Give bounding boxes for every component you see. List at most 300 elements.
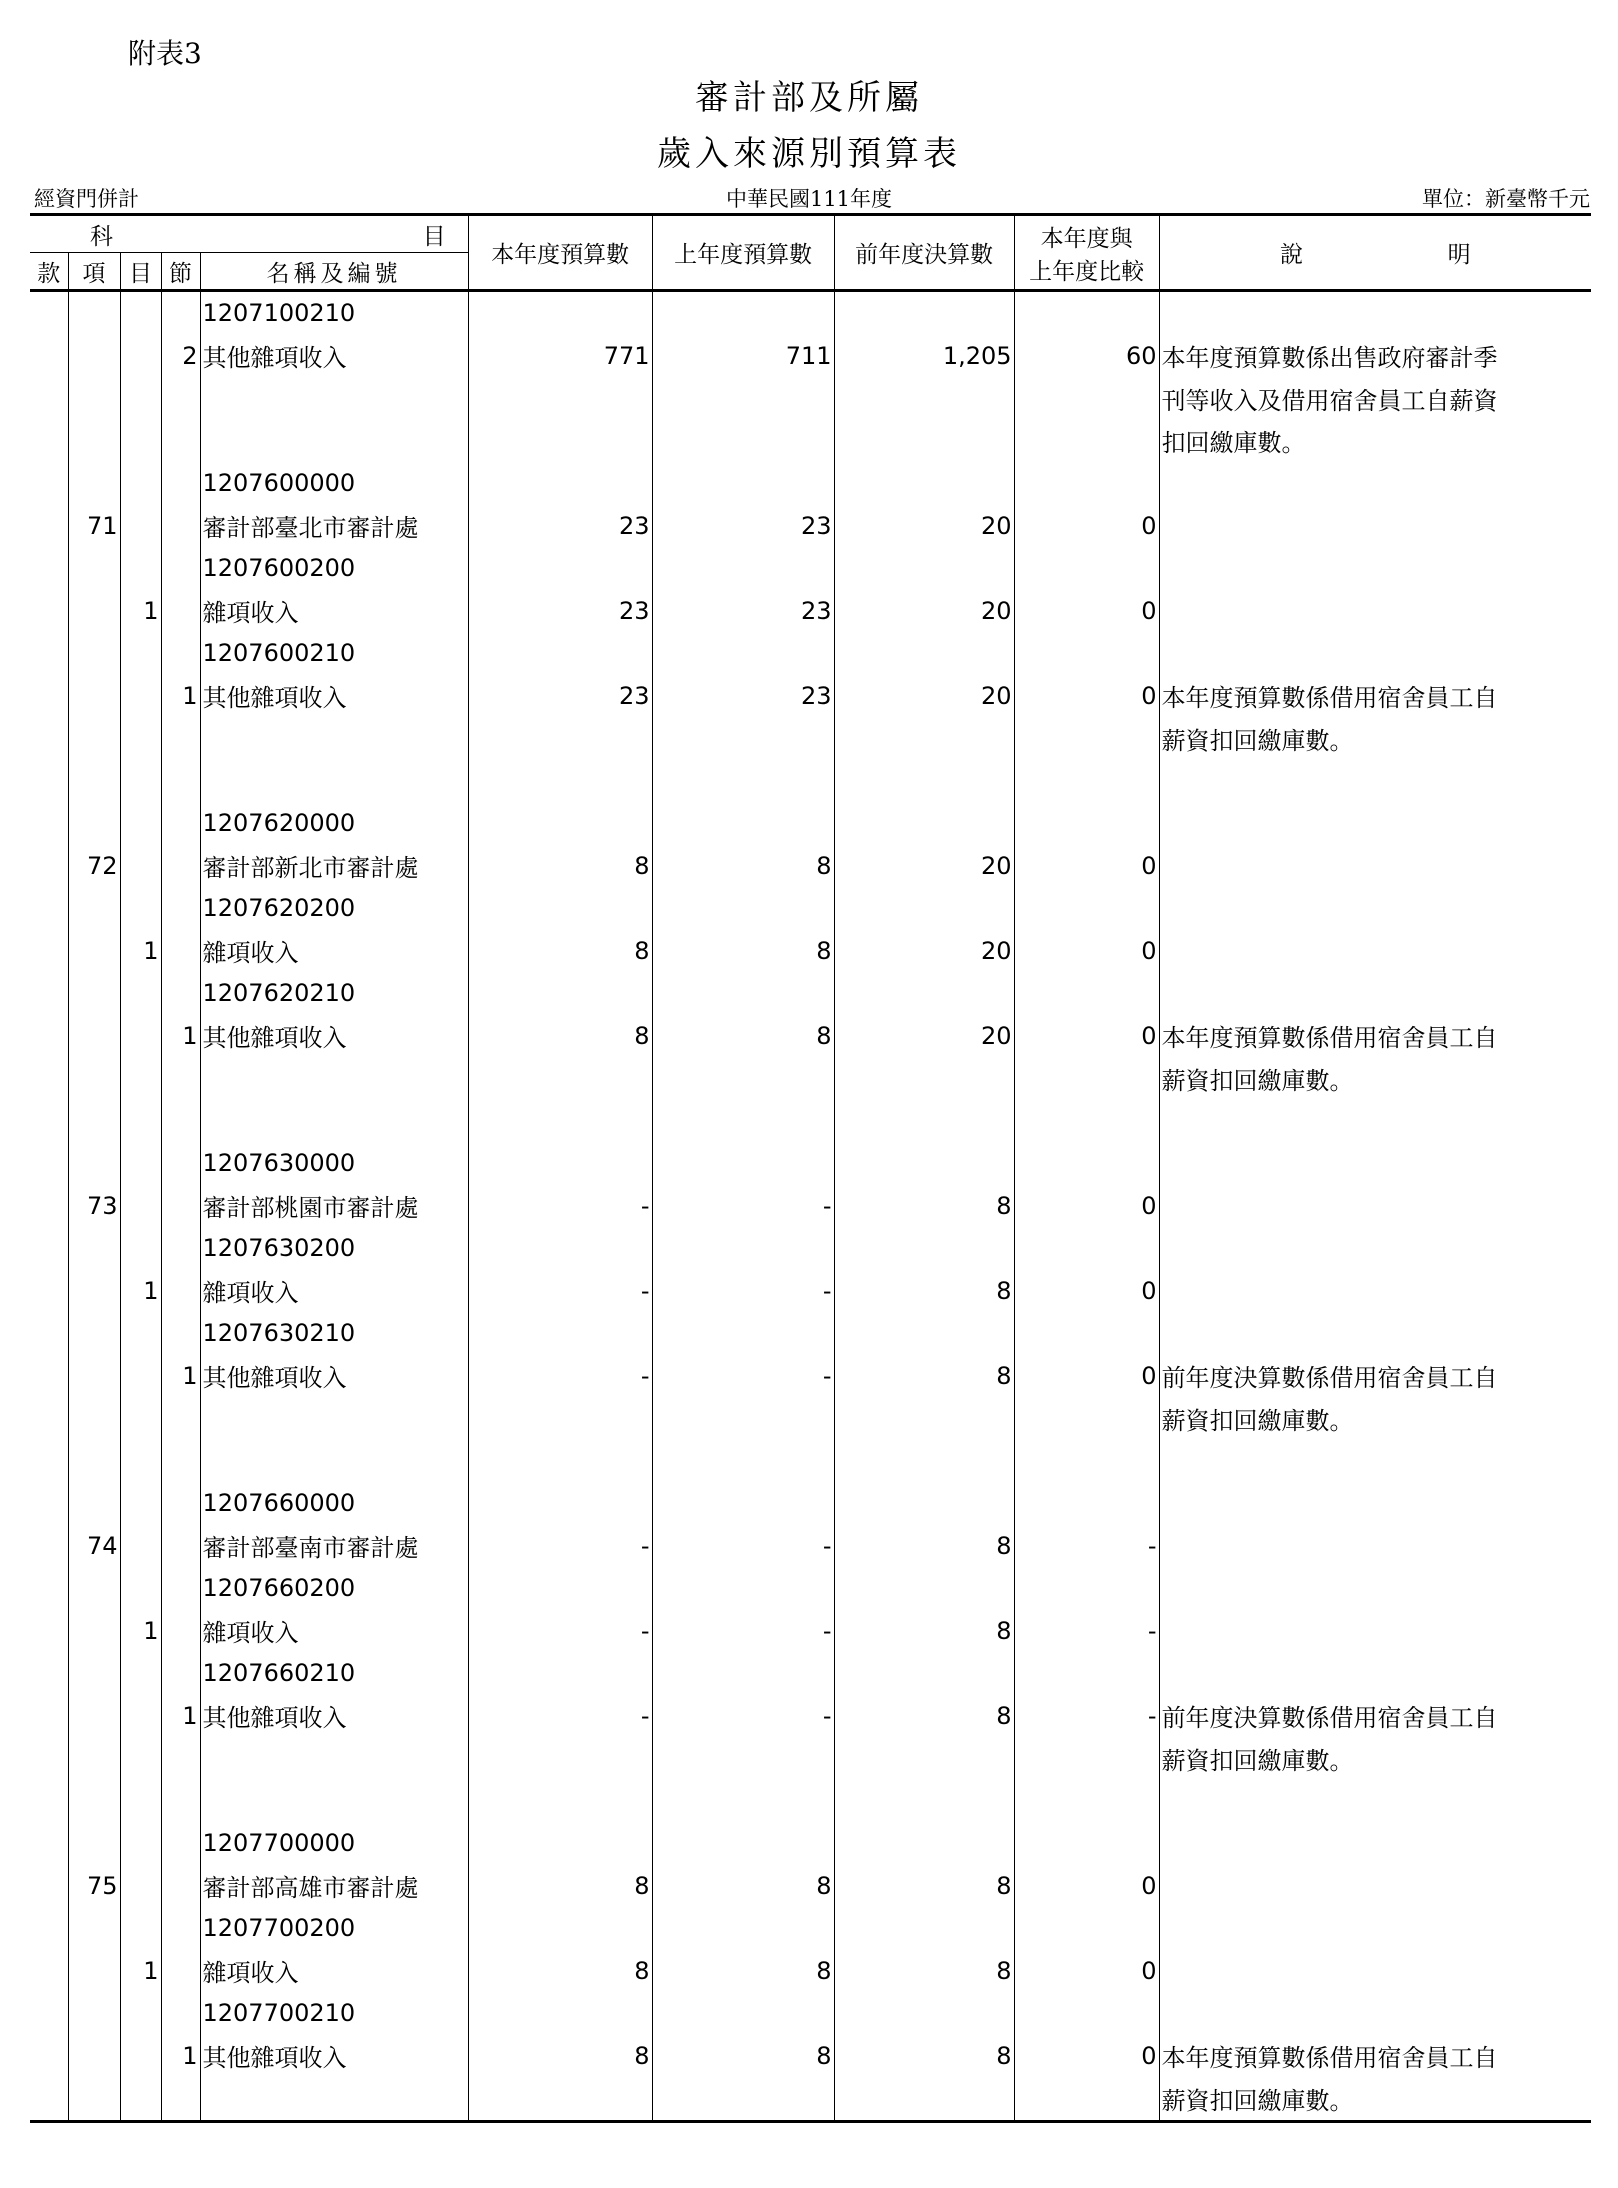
comparison-cell: 0	[1014, 930, 1159, 973]
previous-budget-cell: -	[652, 1695, 834, 1738]
mu-cell	[120, 1227, 161, 1270]
mu-cell	[120, 845, 161, 888]
previous-budget-cell	[652, 972, 834, 1015]
budget-table	[30, 213, 1591, 2123]
prior-final-cell	[834, 802, 1014, 845]
comparison-cell	[1014, 760, 1159, 803]
comparison-cell	[1014, 2077, 1159, 2121]
jie-cell	[161, 1270, 200, 1313]
remark-cell	[1159, 505, 1591, 548]
kuan-cell	[30, 1695, 68, 1738]
xiang-cell: 75	[68, 1865, 120, 1908]
mu-cell	[120, 1142, 161, 1185]
table-row	[30, 1950, 1591, 1993]
remark-cell	[1159, 291, 1591, 335]
prior-final-cell: 20	[834, 1015, 1014, 1058]
xiang-cell	[68, 462, 120, 505]
table-row	[30, 717, 1591, 760]
name-cell: 1207600210	[200, 632, 468, 675]
jie-cell: 1	[161, 2035, 200, 2078]
name-cell	[200, 2077, 468, 2121]
current-budget-cell	[468, 1482, 652, 1525]
table-row	[30, 760, 1591, 803]
prior-final-cell	[834, 1227, 1014, 1270]
remark-cell: 本年度預算數係借用宿舍員工自	[1159, 2035, 1591, 2078]
name-cell: 1207600200	[200, 547, 468, 590]
name-cell: 其他雜項收入	[200, 1695, 468, 1738]
kuan-cell	[30, 675, 68, 718]
remark-cell	[1159, 1482, 1591, 1525]
mu-cell	[120, 1822, 161, 1865]
table-row	[30, 547, 1591, 590]
current-budget-cell: 8	[468, 1865, 652, 1908]
prior-final-cell	[834, 1907, 1014, 1950]
mu-cell: 1	[120, 1950, 161, 1993]
name-cell: 審計部新北市審計處	[200, 845, 468, 888]
current-budget-cell	[468, 1822, 652, 1865]
xiang-cell	[68, 1440, 120, 1483]
mu-header: 目	[120, 253, 161, 291]
kuan-cell	[30, 335, 68, 378]
comparison-cell	[1014, 1227, 1159, 1270]
remark-cell	[1159, 760, 1591, 803]
remark-header	[1159, 215, 1591, 291]
current-budget-cell: -	[468, 1185, 652, 1228]
comparison-cell: 0	[1014, 1015, 1159, 1058]
prior-final-cell	[834, 1100, 1014, 1143]
xiang-cell	[68, 717, 120, 760]
remark-header-left: 說	[1280, 242, 1303, 268]
xiang-cell	[68, 972, 120, 1015]
prior-final-cell: 8	[834, 1695, 1014, 1738]
comparison-cell	[1014, 547, 1159, 590]
jie-cell	[161, 1142, 200, 1185]
mu-cell	[120, 1482, 161, 1525]
jie-cell	[161, 1185, 200, 1228]
previous-budget-cell: 8	[652, 2035, 834, 2078]
mu-cell	[120, 1567, 161, 1610]
xiang-cell	[68, 420, 120, 463]
table-row	[30, 1270, 1591, 1313]
comparison-cell	[1014, 802, 1159, 845]
prior-final-cell	[834, 972, 1014, 1015]
xiang-cell	[68, 1355, 120, 1398]
previous-budget-cell	[652, 1482, 834, 1525]
prior-final-cell	[834, 1822, 1014, 1865]
jie-cell: 1	[161, 675, 200, 718]
comparison-cell	[1014, 1100, 1159, 1143]
table-row	[30, 1482, 1591, 1525]
kuan-cell	[30, 1057, 68, 1100]
table-row	[30, 632, 1591, 675]
prior-final-cell	[834, 547, 1014, 590]
current-budget-cell	[468, 717, 652, 760]
prior-final-cell	[834, 1142, 1014, 1185]
mu-cell	[120, 2077, 161, 2121]
comparison-cell	[1014, 1907, 1159, 1950]
remark-cell	[1159, 1227, 1591, 1270]
mu-cell	[120, 462, 161, 505]
remark-cell	[1159, 1270, 1591, 1313]
prior-final-cell: 1,205	[834, 335, 1014, 378]
table-row	[30, 1737, 1591, 1780]
table-row	[30, 1440, 1591, 1483]
previous-budget-cell	[652, 547, 834, 590]
mu-cell	[120, 675, 161, 718]
prior-final-cell: 20	[834, 675, 1014, 718]
prior-final-cell: 20	[834, 590, 1014, 633]
remark-cell	[1159, 1992, 1591, 2035]
current-budget-cell	[468, 2077, 652, 2121]
previous-budget-cell	[652, 1312, 834, 1355]
prior-final-cell: 20	[834, 505, 1014, 548]
name-cell: 1207660210	[200, 1652, 468, 1695]
remark-cell: 薪資扣回繳庫數。	[1159, 1397, 1591, 1440]
remark-cell: 本年度預算數係借用宿舍員工自	[1159, 675, 1591, 718]
previous-budget-cell: 8	[652, 845, 834, 888]
xiang-cell: 74	[68, 1525, 120, 1568]
remark-cell: 前年度決算數係借用宿舍員工自	[1159, 1695, 1591, 1738]
table-header	[30, 215, 1591, 291]
prior-final-cell	[834, 1567, 1014, 1610]
remark-cell: 薪資扣回繳庫數。	[1159, 717, 1591, 760]
table-row	[30, 1865, 1591, 1908]
kuan-cell	[30, 1142, 68, 1185]
previous-budget-cell	[652, 887, 834, 930]
previous-budget-cell: 23	[652, 505, 834, 548]
name-cell: 雜項收入	[200, 930, 468, 973]
remark-cell: 本年度預算數係借用宿舍員工自	[1159, 1015, 1591, 1058]
kuan-cell	[30, 1737, 68, 1780]
prior-final-cell: 8	[834, 1865, 1014, 1908]
xiang-cell	[68, 802, 120, 845]
mu-cell: 1	[120, 930, 161, 973]
table-row	[30, 930, 1591, 973]
remark-cell	[1159, 462, 1591, 505]
table-row	[30, 1227, 1591, 1270]
xiang-cell	[68, 1270, 120, 1313]
previous-budget-cell: 8	[652, 1015, 834, 1058]
subject-header-right: 目	[422, 223, 446, 250]
table-body	[30, 291, 1591, 2122]
current-budget-cell: 8	[468, 2035, 652, 2078]
jie-cell	[161, 1950, 200, 1993]
jie-cell	[161, 1100, 200, 1143]
comparison-cell	[1014, 1780, 1159, 1823]
jie-cell	[161, 760, 200, 803]
subject-header-left: 科	[90, 223, 113, 250]
previous-budget-cell: -	[652, 1185, 834, 1228]
mu-cell	[120, 420, 161, 463]
table-row	[30, 1355, 1591, 1398]
jie-cell	[161, 291, 200, 335]
kuan-cell	[30, 1397, 68, 1440]
comparison-cell: -	[1014, 1610, 1159, 1653]
name-cell: 1207660000	[200, 1482, 468, 1525]
current-budget-cell: 8	[468, 1950, 652, 1993]
name-cell	[200, 1100, 468, 1143]
prior-final-cell	[834, 1992, 1014, 2035]
kuan-cell	[30, 590, 68, 633]
jie-cell	[161, 930, 200, 973]
comparison-header	[1014, 215, 1159, 291]
current-budget-header: 本年度預算數	[468, 215, 652, 291]
mu-cell	[120, 1695, 161, 1738]
current-budget-cell: 23	[468, 505, 652, 548]
name-cell	[200, 717, 468, 760]
remark-cell	[1159, 1185, 1591, 1228]
table-row	[30, 420, 1591, 463]
mu-cell	[120, 887, 161, 930]
current-budget-cell: 771	[468, 335, 652, 378]
comparison-cell	[1014, 1482, 1159, 1525]
previous-budget-cell: -	[652, 1270, 834, 1313]
name-cell: 1207600000	[200, 462, 468, 505]
kuan-cell	[30, 1652, 68, 1695]
prior-final-cell	[834, 1057, 1014, 1100]
remark-cell	[1159, 1907, 1591, 1950]
current-budget-cell: -	[468, 1525, 652, 1568]
previous-budget-cell: 23	[652, 675, 834, 718]
remark-cell	[1159, 1142, 1591, 1185]
previous-budget-cell	[652, 462, 834, 505]
table-row	[30, 1992, 1591, 2035]
name-cell	[200, 1397, 468, 1440]
previous-budget-header: 上年度預算數	[652, 215, 834, 291]
jie-cell	[161, 1227, 200, 1270]
remark-cell	[1159, 1780, 1591, 1823]
mu-cell	[120, 2035, 161, 2078]
remark-cell	[1159, 632, 1591, 675]
xiang-cell	[68, 675, 120, 718]
kuan-cell	[30, 1270, 68, 1313]
remark-cell: 薪資扣回繳庫數。	[1159, 1057, 1591, 1100]
xiang-cell	[68, 1950, 120, 1993]
current-budget-cell: 8	[468, 1015, 652, 1058]
prior-final-cell: 20	[834, 930, 1014, 973]
table-row	[30, 335, 1591, 378]
table-row	[30, 887, 1591, 930]
name-cell: 雜項收入	[200, 590, 468, 633]
kuan-cell	[30, 420, 68, 463]
jie-cell	[161, 1397, 200, 1440]
name-cell	[200, 1780, 468, 1823]
name-cell	[200, 760, 468, 803]
xiang-cell	[68, 887, 120, 930]
remark-cell	[1159, 1100, 1591, 1143]
remark-cell: 扣回繳庫數。	[1159, 420, 1591, 463]
remark-cell	[1159, 590, 1591, 633]
remark-cell	[1159, 547, 1591, 590]
xiang-cell: 73	[68, 1185, 120, 1228]
prior-final-cell	[834, 1312, 1014, 1355]
name-cell: 1207700000	[200, 1822, 468, 1865]
current-budget-cell	[468, 1992, 652, 2035]
comparison-cell	[1014, 377, 1159, 420]
table-row	[30, 675, 1591, 718]
xiang-cell: 71	[68, 505, 120, 548]
previous-budget-cell	[652, 1992, 834, 2035]
remark-cell	[1159, 1610, 1591, 1653]
current-budget-cell	[468, 1227, 652, 1270]
mu-cell	[120, 547, 161, 590]
table-row	[30, 2035, 1591, 2078]
xiang-cell	[68, 760, 120, 803]
name-cell: 審計部桃園市審計處	[200, 1185, 468, 1228]
jie-cell	[161, 1610, 200, 1653]
name-cell: 1207630210	[200, 1312, 468, 1355]
remark-cell: 薪資扣回繳庫數。	[1159, 1737, 1591, 1780]
xiang-cell	[68, 2035, 120, 2078]
current-budget-cell: -	[468, 1610, 652, 1653]
jie-cell	[161, 1440, 200, 1483]
previous-budget-cell	[652, 1100, 834, 1143]
jie-cell	[161, 1312, 200, 1355]
table-row	[30, 1610, 1591, 1653]
current-budget-cell	[468, 972, 652, 1015]
xiang-cell	[68, 1780, 120, 1823]
table-row	[30, 505, 1591, 548]
name-cell: 雜項收入	[200, 1270, 468, 1313]
jie-cell	[161, 802, 200, 845]
name-cell	[200, 420, 468, 463]
comparison-cell: -	[1014, 1525, 1159, 1568]
comparison-header-line2: 上年度比較	[1029, 258, 1145, 285]
name-cell: 1207620000	[200, 802, 468, 845]
xiang-cell	[68, 1015, 120, 1058]
jie-cell	[161, 547, 200, 590]
xiang-cell	[68, 930, 120, 973]
comparison-cell: 0	[1014, 1270, 1159, 1313]
remark-cell: 本年度預算數係出售政府審計季	[1159, 335, 1591, 378]
table-row	[30, 1907, 1591, 1950]
kuan-header: 款	[30, 253, 68, 291]
remark-cell	[1159, 887, 1591, 930]
prior-final-cell: 8	[834, 1610, 1014, 1653]
kuan-cell	[30, 887, 68, 930]
mu-cell	[120, 1865, 161, 1908]
xiang-cell	[68, 1227, 120, 1270]
previous-budget-cell	[652, 1057, 834, 1100]
comparison-cell	[1014, 462, 1159, 505]
mu-cell	[120, 291, 161, 335]
remark-cell	[1159, 972, 1591, 1015]
appendix-label: 附表3	[128, 37, 202, 70]
current-budget-cell: -	[468, 1270, 652, 1313]
name-cell	[200, 1737, 468, 1780]
remark-cell	[1159, 1865, 1591, 1908]
jie-cell	[161, 717, 200, 760]
table-row	[30, 1142, 1591, 1185]
name-cell: 其他雜項收入	[200, 1355, 468, 1398]
kuan-cell	[30, 1312, 68, 1355]
kuan-cell	[30, 1440, 68, 1483]
previous-budget-cell	[652, 377, 834, 420]
comparison-cell	[1014, 887, 1159, 930]
current-budget-cell: -	[468, 1695, 652, 1738]
prior-final-cell: 8	[834, 1185, 1014, 1228]
kuan-cell	[30, 1610, 68, 1653]
current-budget-cell	[468, 291, 652, 335]
remark-cell	[1159, 1652, 1591, 1695]
mu-cell	[120, 1440, 161, 1483]
jie-cell: 2	[161, 335, 200, 378]
previous-budget-cell	[652, 760, 834, 803]
jie-cell: 1	[161, 1695, 200, 1738]
table-row	[30, 802, 1591, 845]
table-row	[30, 1015, 1591, 1058]
mu-cell	[120, 1312, 161, 1355]
remark-cell	[1159, 845, 1591, 888]
prior-final-cell	[834, 1652, 1014, 1695]
page-title: 審計部及所屬	[695, 78, 923, 118]
name-cell: 其他雜項收入	[200, 2035, 468, 2078]
comparison-cell	[1014, 1992, 1159, 2035]
kuan-cell	[30, 1185, 68, 1228]
comparison-cell	[1014, 1397, 1159, 1440]
xiang-cell	[68, 291, 120, 335]
current-budget-cell	[468, 760, 652, 803]
name-cell: 雜項收入	[200, 1950, 468, 1993]
xiang-header: 項	[68, 253, 120, 291]
mu-cell	[120, 1015, 161, 1058]
jie-cell	[161, 2077, 200, 2121]
comparison-cell: 60	[1014, 335, 1159, 378]
jie-cell	[161, 1992, 200, 2035]
current-budget-cell	[468, 1652, 652, 1695]
previous-budget-cell	[652, 802, 834, 845]
remark-cell	[1159, 1950, 1591, 1993]
previous-budget-cell	[652, 717, 834, 760]
kuan-cell	[30, 505, 68, 548]
xiang-cell	[68, 1737, 120, 1780]
xiang-cell	[68, 2077, 120, 2121]
comparison-cell: 0	[1014, 1185, 1159, 1228]
table-row	[30, 1822, 1591, 1865]
comparison-header-line1: 本年度與	[1040, 225, 1133, 252]
comparison-cell: 0	[1014, 845, 1159, 888]
kuan-cell	[30, 1567, 68, 1610]
prior-final-cell: 8	[834, 1525, 1014, 1568]
table-row	[30, 1695, 1591, 1738]
table-row	[30, 1100, 1591, 1143]
remark-cell: 刊等收入及借用宿舍員工自薪資	[1159, 377, 1591, 420]
name-cell: 其他雜項收入	[200, 1015, 468, 1058]
jie-cell	[161, 1652, 200, 1695]
jie-cell	[161, 632, 200, 675]
comparison-cell	[1014, 1057, 1159, 1100]
prior-final-cell	[834, 377, 1014, 420]
jie-cell	[161, 1907, 200, 1950]
mu-cell	[120, 717, 161, 760]
jie-header: 節	[161, 253, 200, 291]
prior-final-cell: 20	[834, 845, 1014, 888]
remark-cell	[1159, 930, 1591, 973]
subject-header	[30, 215, 468, 253]
name-cell: 1207100210	[200, 291, 468, 335]
current-budget-cell: 8	[468, 845, 652, 888]
table-row	[30, 291, 1591, 335]
name-cell	[200, 377, 468, 420]
current-budget-cell	[468, 547, 652, 590]
previous-budget-cell	[652, 291, 834, 335]
kuan-cell	[30, 1907, 68, 1950]
current-budget-cell	[468, 1397, 652, 1440]
table-row	[30, 1057, 1591, 1100]
kuan-cell	[30, 1015, 68, 1058]
kuan-cell	[30, 930, 68, 973]
prior-final-cell	[834, 1397, 1014, 1440]
